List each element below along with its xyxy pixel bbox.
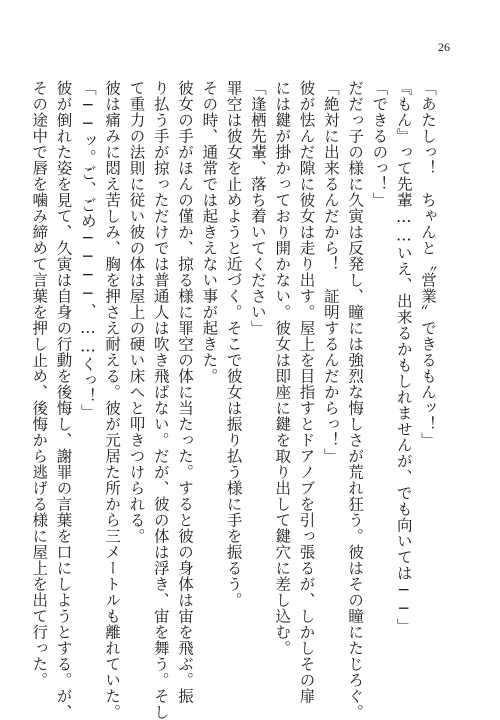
text-line: て重力の法則に従い彼の体は屋上の硬い床へと叩きつけられる。	[127, 80, 146, 544]
body-text	[27, 80, 440, 720]
text-line: 彼女の手がほんの僅か、掠る様に罪空の体に当たった。すると彼の身体は宙を飛ぶ。振	[176, 80, 195, 704]
text-line: 「──ッ。ご、ごめ────、……くっ！」	[78, 80, 97, 420]
text-line: その途中で唇を噛み締めて言葉を押し止め、後悔から逃げる様に屋上を出て行った。	[30, 80, 49, 688]
text-line: 彼は痛みに悶え苦しみ、胸を押さえ耐える。彼が元居た所から三メートルも離れていた。	[103, 80, 122, 720]
page-number: 26	[438, 40, 450, 54]
text-line: 彼が怯んだ隙に彼女は走り出す。屋上を目指すとドアノブを引っ張るが、しかしその扉	[297, 80, 316, 704]
text-line: 「逢栖先輩、落ち着いてください」	[248, 80, 267, 336]
text-line: だだっ子の様に久寅は反発し、瞳には強烈な悔しさが荒れ狂う。彼はその瞳にたじろぐ。	[346, 80, 365, 720]
text-line: 罪空は彼女を止めようと近づく。そこで彼女は振り払う様に手を振るう。	[224, 80, 243, 608]
text-line: その時、通常では起きえない事が起きた。	[200, 80, 219, 384]
text-line: 『もん』って先輩……いえ、出来るかもしれませんが、でも向いては──」	[394, 80, 413, 634]
text-line: り払う手が掠っただけでは普通人は吹き飛ばない。だが、彼の体は浮き、宙を舞う。そし	[151, 80, 170, 720]
text-line: 「あたしっ！ ちゃんと〝営業〟できるもんッ！」	[419, 80, 437, 448]
text-line: 「絶対に出来るんだから！ 証明するんだからっ！」	[321, 80, 340, 464]
text-line: 彼が倒れた姿を見て、久寅は自身の行動を後悔し、謝罪の言葉を口にしようとする。が、	[54, 80, 73, 720]
text-line: には鍵が掛かっており開かない。彼女は即座に鍵を取り出して鍵穴に差し込む。	[273, 80, 292, 656]
text-line: 「できるのっ！」	[370, 80, 389, 208]
